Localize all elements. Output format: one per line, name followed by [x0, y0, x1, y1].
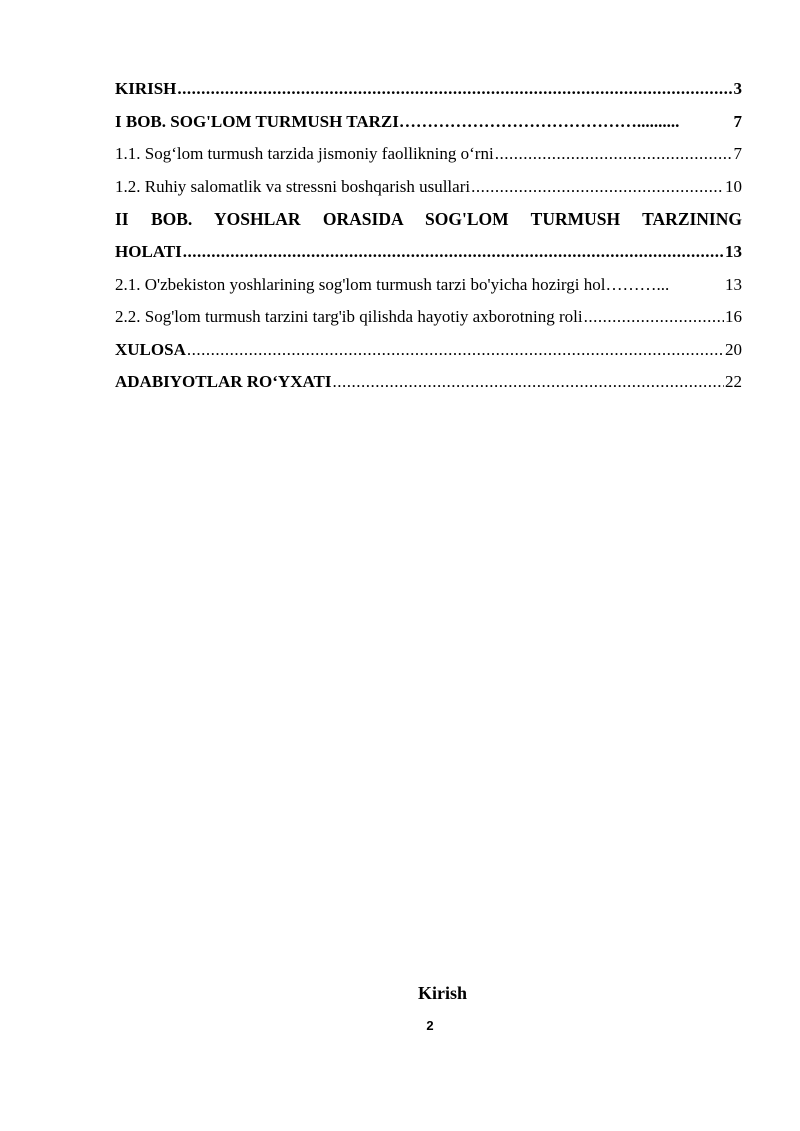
toc-entry-page: 20 — [725, 339, 742, 359]
toc-entry-label: 2.1. O'zbekiston yoshlarining sog'lom turmush tarzi bo'yicha hozirgi hol — [115, 274, 606, 294]
toc-entry-page: 16 — [725, 307, 742, 327]
toc-entry-section-2-2[interactable] — [115, 301, 742, 334]
toc-entry-page: 3 — [733, 79, 742, 98]
toc-entry-label: ADABIYOTLAR RO‘YXATI — [115, 372, 332, 392]
toc-entry-label: 2.2. Sog'lom turmush tarzini targ'ib qilishda hayotiy axborotning roli — [115, 307, 583, 327]
toc-dot-leader-text: …………………………………….......... — [398, 111, 680, 131]
toc-entry-section-2-1[interactable] — [115, 269, 742, 302]
toc-entry-chapter-2-line-2[interactable] — [115, 236, 742, 269]
toc-entry-page: 10 — [725, 176, 742, 196]
toc-dot-leader — [183, 236, 724, 269]
toc-dot-leader — [471, 171, 724, 204]
toc-entry-page: 7 — [733, 144, 742, 164]
toc-entry-page: 7 — [733, 111, 742, 131]
toc-entry-label: KIRISH — [115, 79, 177, 98]
toc-entry-section-1-2[interactable] — [115, 171, 742, 204]
toc-entry-page: 22 — [725, 372, 742, 392]
toc-entry-label: I BOB. SOG'LOM TURMUSH TARZI — [115, 111, 399, 131]
page-number: 2 — [426, 1018, 434, 1033]
toc-entry-label: II BOB. YOSHLAR ORASIDA SOG'LOM TURMUSH TARZINING — [115, 209, 742, 230]
toc-entry-label: HOLATI — [115, 241, 182, 261]
toc-entry-adabiyotlar[interactable] — [115, 366, 742, 399]
toc-dot-leader — [332, 366, 724, 399]
table-of-contents — [115, 73, 742, 399]
section-heading: Kirish — [417, 983, 467, 1003]
toc-entry-label: 1.1. Sog‘lom turmush tarzida jismoniy faollikning o‘rni — [115, 144, 494, 164]
toc-dot-leader — [495, 138, 733, 171]
toc-entry-page: 13 — [725, 274, 742, 294]
toc-dot-leader-text: ………... — [605, 274, 670, 294]
toc-dot-leader — [187, 334, 724, 367]
toc-entry-page: 13 — [725, 241, 742, 261]
toc-entry-chapter-1[interactable] — [115, 106, 742, 139]
toc-entry-label: 1.2. Ruhiy salomatlik va stressni boshqarish usullari — [115, 176, 471, 196]
toc-entry-label: XULOSA — [115, 339, 186, 359]
toc-entry-xulosa[interactable] — [115, 334, 742, 367]
toc-entry-chapter-2-line-1[interactable] — [115, 203, 742, 236]
toc-dot-leader — [177, 73, 732, 106]
toc-entry-section-1-1[interactable] — [115, 138, 742, 171]
toc-entry-kirish[interactable] — [115, 73, 742, 106]
toc-dot-leader — [584, 301, 724, 334]
